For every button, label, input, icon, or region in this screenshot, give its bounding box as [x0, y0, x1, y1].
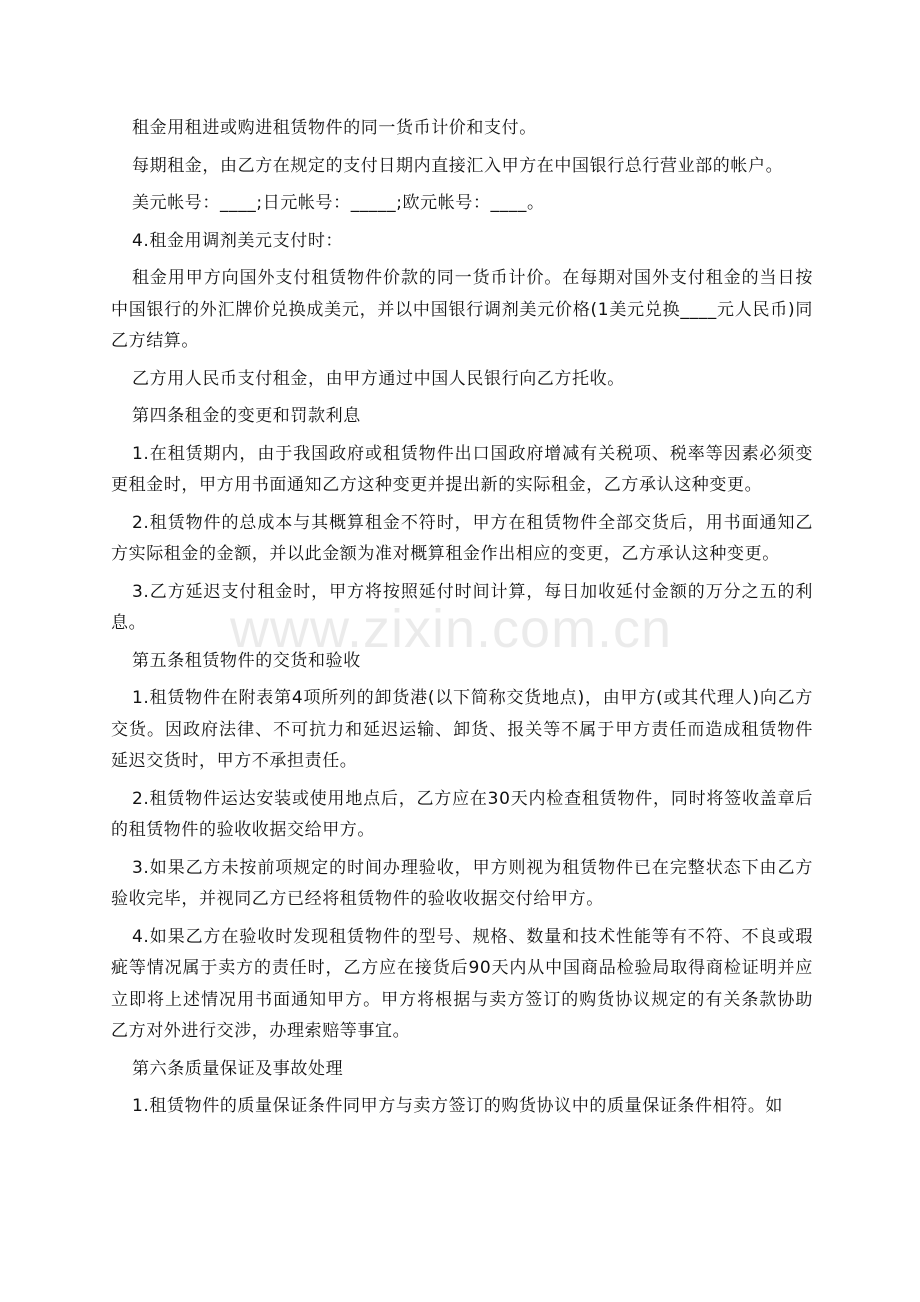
paragraph: 2.租赁物件的总成本与其概算租金不符时，甲方在租赁物件全部交货后，用书面通知乙方实际租金的金额，并以此金额为准对概算租金作出相应的变更，乙方承认这种变更。 — [111, 512, 813, 564]
paragraph: 租金用甲方向国外支付租赁物件价款的同一货币计价。在每期对国外支付租金的当日按中国银行的外汇牌价兑换成美元，并以中国银行调剂美元价格(1美元兑换____元人民币)同乙方结算。 — [111, 268, 813, 351]
paragraph: 租金用租进或购进租赁物件的同一货币计价和支付。 — [132, 118, 537, 138]
section-heading: 第六条质量保证及事故处理 — [132, 1058, 344, 1079]
paragraph: 3.如果乙方未按前项规定的时间办理验收，甲方则视为租赁物件已在完整状态下由乙方验收完毕，并视同乙方已经将租赁物件的验收收据交付给甲方。 — [111, 857, 813, 909]
section-heading: 第四条租金的变更和罚款利息 — [132, 406, 361, 426]
paragraph: 1.租赁物件的质量保证条件同甲方与卖方签订的购货协议中的质量保证条件相符。如 — [132, 1096, 784, 1116]
paragraph: 乙方用人民币支付租金，由甲方通过中国人民银行向乙方托收。 — [132, 368, 625, 389]
paragraph: 1.租赁物件在附表第4项所列的卸货港(以下简称交货地点)，由甲方(或其代理人)向乙方交货。因政府法律、不可抗力和延迟运输、卸货、报关等不属于甲方责任而造成租赁物件延迟交货时，甲方不承担责任。 — [111, 688, 813, 771]
paragraph: 4.租金用调剂美元支付时： — [132, 230, 344, 251]
paragraph: 4.如果乙方在验收时发现租赁物件的型号、规格、数量和技术性能等有不符、不良或瑕疵等情况属于卖方的责任时，乙方应在接货后90天内从中国商品检验局取得商检证明并应立即将上述情况用书面通知甲方。甲方将根据与卖方签订的购货协议规定的有关条款协助乙方对外进行交涉，办理索赔等事宜。 — [111, 926, 813, 1041]
watermark: www.zixin.com.cn — [230, 599, 673, 659]
document-body — [111, 113, 813, 1129]
paragraph: 1.在租赁期内，由于我国政府或租赁物件出口国政府增减有关税项、税率等因素必须变更租金时，甲方用书面通知乙方这种变更并提出新的实际租金，乙方承认这种变更。 — [111, 443, 813, 495]
paragraph: 3.乙方延迟支付租金时，甲方将按照延付时间计算，每日加收延付金额的万分之五的利息。 — [111, 581, 813, 633]
section-heading: 第五条租赁物件的交货和验收 — [132, 650, 361, 671]
paragraph: 美元帐号：____;日元帐号：_____;欧元帐号：____。 — [132, 193, 545, 213]
paragraph: 2.租赁物件运达安装或使用地点后，乙方应在30天内检查租赁物件，同时将签收盖章后的租赁物件的验收收据交给甲方。 — [111, 788, 813, 840]
paragraph: 每期租金，由乙方在规定的支付日期内直接汇入甲方在中国银行总行营业部的帐户。 — [132, 155, 784, 176]
